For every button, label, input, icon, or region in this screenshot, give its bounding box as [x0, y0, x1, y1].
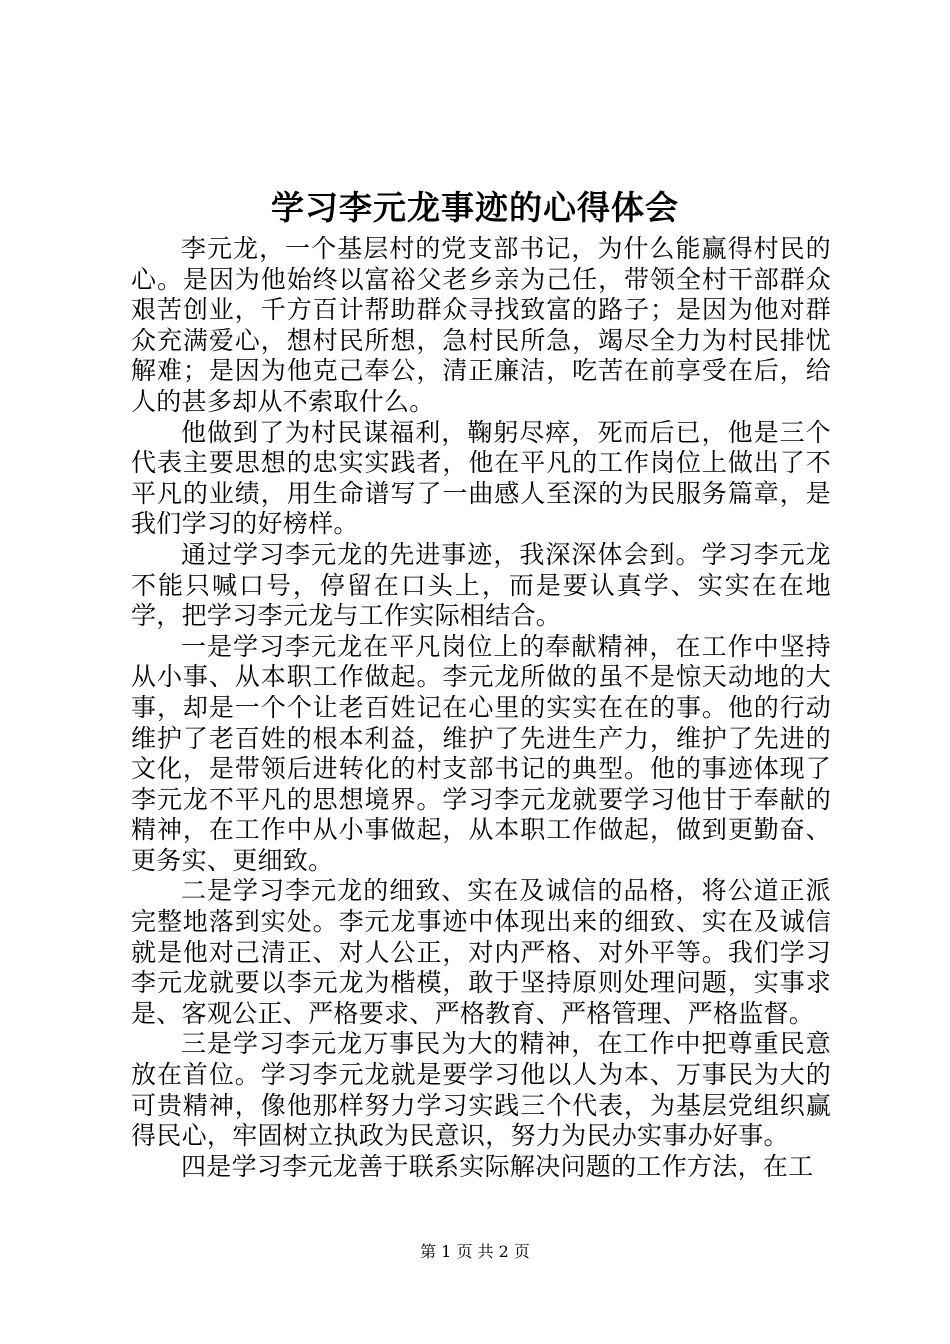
- paragraph: 通过学习李元龙的先进事迹，我深深体会到。学习李元龙不能只喊口号，停留在口头上，而是要认真学、实实在在地学，把学习李元龙与工作实际相结合。: [131, 539, 831, 631]
- paragraph: 三是学习李元龙万事民为大的精神，在工作中把尊重民意放在首位。学习李元龙就是要学习他以人为本、万事民为大的可贵精神，像他那样努力学习实践三个代表，为基层党组织赢得民心，牢固树立执政为民意识，努力为民办实事办好事。: [131, 1029, 831, 1151]
- paragraph: 二是学习李元龙的细致、实在及诚信的品格，将公道正派完整地落到实处。李元龙事迹中体现出来的细致、实在及诚信就是他对己清正、对人公正，对内严格、对外平等。我们学习李元龙就要以李元龙为楷模，敢于坚持原则处理问题，实事求是、客观公正、严格要求、严格教育、严格管理、严格监督。: [131, 876, 831, 1028]
- document-body: [131, 234, 831, 1182]
- paragraph: 一是学习李元龙在平凡岗位上的奉献精神，在工作中坚持从小事、从本职工作做起。李元龙所做的虽不是惊天动地的大事，却是一个个让老百姓记在心里的实实在在的事。他的行动维护了老百姓的根本利益，维护了先进生产力，维护了先进的文化，是带领后进转化的村支部书记的典型。他的事迹体现了李元龙不平凡的思想境界。学习李元龙就要学习他甘于奉献的精神，在工作中从小事做起，从本职工作做起，做到更勤奋、更务实、更细致。: [131, 631, 831, 875]
- paragraph: 四是学习李元龙善于联系实际解决问题的工作方法，在工: [181, 1151, 814, 1181]
- page-footer: 第 1 页 共 2 页: [420, 1242, 530, 1261]
- document-title: 学习李元龙事迹的心得体会: [271, 188, 679, 227]
- paragraph: 他做到了为村民谋福利，鞠躬尽瘁，死而后已，他是三个代表主要思想的忠实实践者，他在平凡的工作岗位上做出了不平凡的业绩，用生命谱写了一曲感人至深的为民服务篇章，是我们学习的好榜样。: [131, 417, 831, 539]
- paragraph: 李元龙，一个基层村的党支部书记，为什么能赢得村民的心。是因为他始终以富裕父老乡亲为己任，带领全村干部群众艰苦创业，千方百计帮助群众寻找致富的路子；是因为他对群众充满爱心，想村民所想，急村民所急，竭尽全力为村民排忧解难；是因为他克己奉公，清正廉洁，吃苦在前享受在后，给人的甚多却从不索取什么。: [131, 234, 831, 416]
